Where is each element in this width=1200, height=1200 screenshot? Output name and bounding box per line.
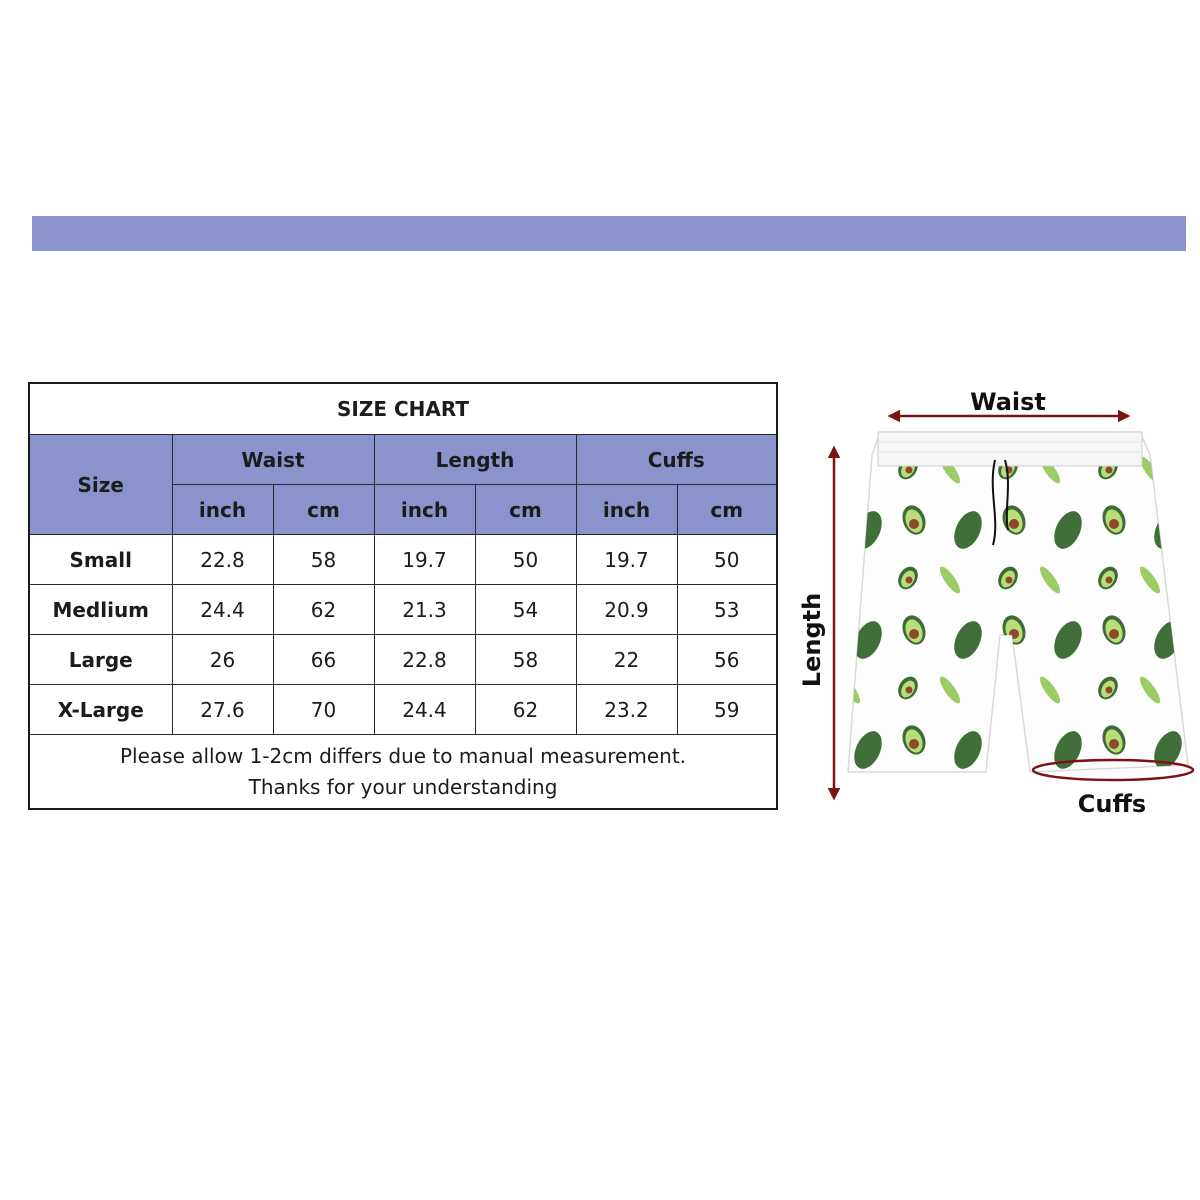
value-cell: 53 (677, 585, 777, 635)
table-row (29, 585, 777, 635)
value-cell: 20.9 (576, 585, 677, 635)
table-row (29, 535, 777, 585)
note-line-2: Thanks for your understanding (248, 774, 558, 799)
shorts-diagram (790, 380, 1200, 820)
chart-title: SIZE CHART (29, 383, 777, 435)
unit-header: cm (475, 485, 576, 535)
group-header-waist: Waist (172, 435, 374, 485)
size-cell: Small (29, 535, 172, 585)
avocado-print (848, 432, 1188, 772)
value-cell: 21.3 (374, 585, 475, 635)
value-cell: 19.7 (374, 535, 475, 585)
value-cell: 56 (677, 635, 777, 685)
value-cell: 22.8 (172, 535, 273, 585)
value-cell: 26 (172, 635, 273, 685)
note-line-1: Please allow 1-2cm differs due to manual measurement. (119, 743, 687, 768)
size-chart-table (28, 382, 778, 810)
value-cell: 24.4 (374, 685, 475, 735)
value-cell: 62 (273, 585, 374, 635)
unit-header: inch (576, 485, 677, 535)
value-cell: 70 (273, 685, 374, 735)
value-cell: 54 (475, 585, 576, 635)
table-row (29, 635, 777, 685)
value-cell: 22.8 (374, 635, 475, 685)
unit-header: cm (677, 485, 777, 535)
product-illustration (790, 380, 1200, 820)
value-cell: 50 (677, 535, 777, 585)
top-banner-bar (32, 216, 1186, 251)
value-cell: 59 (677, 685, 777, 735)
value-cell: 50 (475, 535, 576, 585)
value-cell: 27.6 (172, 685, 273, 735)
size-cell: X-Large (29, 685, 172, 735)
group-header-length: Length (374, 435, 576, 485)
waist-label: Waist (970, 388, 1046, 416)
size-header: Size (29, 435, 172, 535)
unit-header: inch (172, 485, 273, 535)
waistband (878, 432, 1142, 466)
value-cell: 22 (576, 635, 677, 685)
value-cell: 58 (475, 635, 576, 685)
unit-header: inch (374, 485, 475, 535)
measurement-note (29, 735, 777, 810)
value-cell: 24.4 (172, 585, 273, 635)
cuffs-label: Cuffs (1077, 790, 1147, 818)
value-cell: 19.7 (576, 535, 677, 585)
value-cell: 62 (475, 685, 576, 735)
value-cell: 66 (273, 635, 374, 685)
group-header-cuffs: Cuffs (576, 435, 777, 485)
table-row (29, 685, 777, 735)
size-cell: Medlium (29, 585, 172, 635)
length-label: Length (798, 592, 826, 688)
unit-header: cm (273, 485, 374, 535)
value-cell: 58 (273, 535, 374, 585)
value-cell: 23.2 (576, 685, 677, 735)
size-cell: Large (29, 635, 172, 685)
